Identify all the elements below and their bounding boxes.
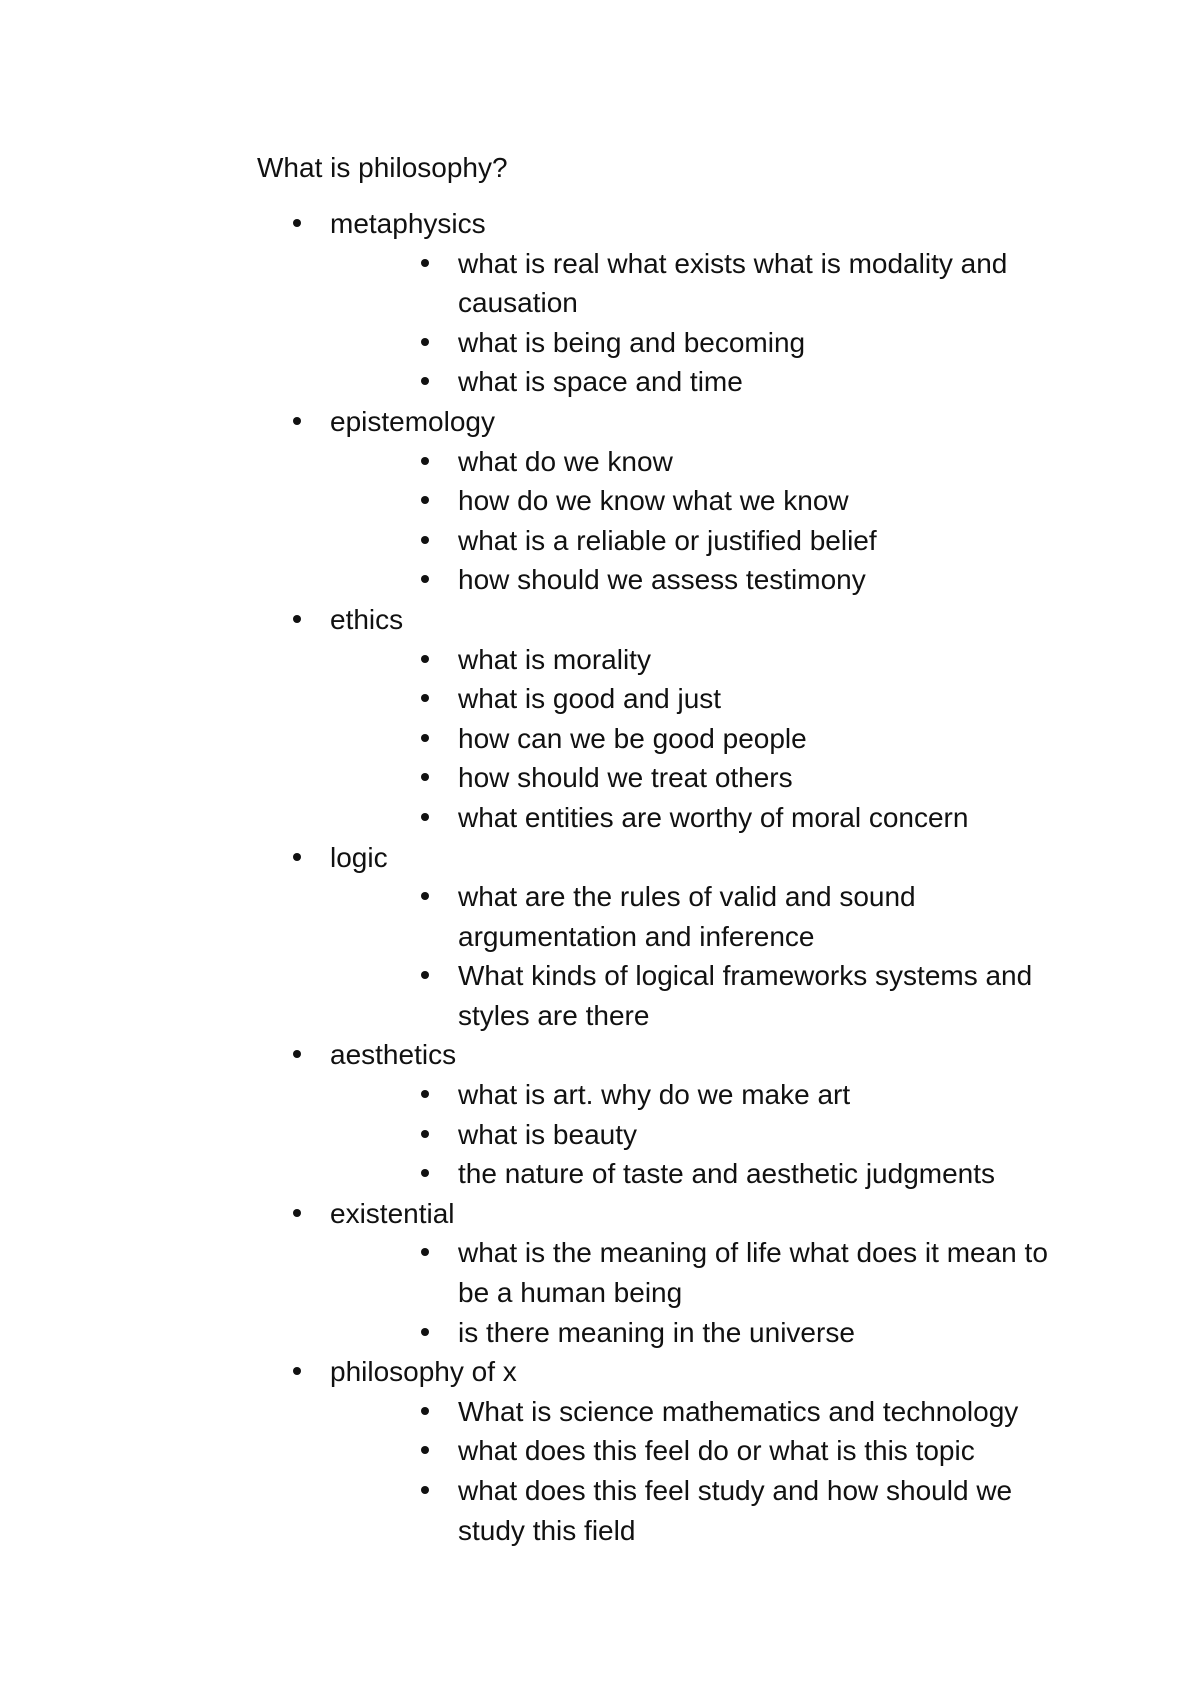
subtopic-text: what does this feel study and how should we study this field: [458, 1475, 1013, 1546]
subtopic-text: the nature of taste and aesthetic judgments: [458, 1158, 996, 1190]
subtopic-text: what is real what exists what is modality and causation: [458, 247, 1008, 319]
topic-item: [257, 1035, 1077, 1193]
topic-label: [257, 1035, 1077, 1075]
subtopic-item: [257, 442, 1058, 482]
subtopic-item: [257, 244, 1058, 323]
bullet-icon: [421, 536, 429, 544]
subtopic-text: what are the rules of valid and sound argumentation and inference: [458, 881, 916, 952]
topic-label: [257, 600, 1077, 640]
subtopic-text: how can we be good people: [458, 722, 807, 754]
topic-text: existential: [330, 1197, 455, 1229]
topic-text: metaphysics: [330, 208, 486, 239]
subtopic-item: [257, 1154, 1058, 1194]
bullet-icon: [293, 1367, 301, 1375]
subtopic-text: is there meaning in the universe: [458, 1316, 855, 1348]
bullet-icon: [421, 734, 429, 742]
subtopic-text: What is science mathematics and technology: [458, 1395, 1019, 1427]
subtopic-list: [257, 1233, 1077, 1352]
subtopic-item: [257, 1313, 1058, 1353]
bullet-icon: [421, 971, 429, 979]
subtopic-text: what do we know: [458, 445, 673, 477]
topic-item: [257, 600, 1077, 838]
subtopic-text: what is morality: [458, 643, 651, 675]
subtopic-item: [257, 362, 1058, 402]
topic-item: [257, 1194, 1077, 1352]
subtopic-text: what entities are worthy of moral concern: [458, 801, 969, 833]
subtopic-item: [257, 521, 1058, 561]
subtopic-text: what is being and becoming: [458, 326, 806, 358]
bullet-icon: [421, 338, 429, 346]
subtopic-text: what is space and time: [458, 366, 743, 398]
bullet-icon: [421, 575, 429, 583]
bullet-icon: [293, 219, 301, 227]
topic-label: [257, 402, 1077, 442]
subtopic-text: how should we treat others: [458, 762, 793, 794]
topic-item: [257, 402, 1077, 600]
topic-text: ethics: [330, 603, 404, 635]
bullet-icon: [421, 1169, 429, 1177]
subtopic-text: how should we assess testimony: [458, 564, 866, 596]
bullet-icon: [293, 615, 301, 623]
subtopic-text: what is the meaning of life what does it mean to be a human being: [458, 1237, 1048, 1309]
bullet-icon: [293, 417, 301, 425]
subtopic-list: [257, 640, 1077, 838]
subtopic-item: [257, 1115, 1058, 1155]
bullet-icon: [293, 1050, 301, 1058]
bullet-icon: [421, 773, 429, 781]
bullet-icon: [421, 259, 429, 267]
subtopic-list: [257, 1075, 1077, 1194]
subtopic-text: what is art. why do we make art: [458, 1079, 851, 1111]
bullet-icon: [421, 1090, 429, 1098]
bullet-icon: [421, 1130, 429, 1138]
subtopic-list: [257, 442, 1077, 600]
subtopic-item: [257, 679, 1058, 719]
topic-label: [257, 204, 1077, 244]
subtopic-list: [257, 877, 1077, 1035]
topic-text: epistemology: [330, 405, 495, 437]
bullet-icon: [421, 694, 429, 702]
subtopic-text: what does this feel do or what is this topic: [458, 1435, 975, 1467]
subtopic-item: [257, 560, 1058, 600]
topic-item: [257, 1352, 1077, 1550]
bullet-icon: [421, 1486, 429, 1494]
subtopic-item: [257, 640, 1058, 680]
subtopic-item: [257, 1075, 1058, 1115]
bullet-icon: [421, 813, 429, 821]
bullet-icon: [421, 1407, 429, 1415]
bullet-icon: [421, 1446, 429, 1454]
subtopic-text: how do we know what we know: [458, 485, 849, 517]
topic-item: [257, 204, 1077, 402]
subtopic-item: [257, 481, 1058, 521]
topic-list: [257, 204, 1077, 1550]
bullet-icon: [293, 1209, 301, 1217]
page-title: What is philosophy?: [257, 152, 508, 183]
bullet-icon: [421, 1328, 429, 1336]
subtopic-item: [257, 798, 1058, 838]
topic-label: [257, 1194, 1077, 1234]
subtopic-item: [257, 1233, 1058, 1312]
topic-text: aesthetics: [330, 1039, 457, 1071]
bullet-icon: [421, 496, 429, 504]
subtopic-list: [257, 1392, 1077, 1550]
subtopic-item: [257, 719, 1058, 759]
subtopic-item: [257, 758, 1058, 798]
subtopic-text: what is a reliable or justified belief: [458, 524, 877, 556]
topic-label: [257, 1352, 1077, 1392]
subtopic-text: what is good and just: [458, 683, 722, 715]
bullet-icon: [421, 892, 429, 900]
subtopic-list: [257, 244, 1077, 402]
topic-text: logic: [330, 841, 388, 873]
bullet-icon: [293, 853, 301, 861]
bullet-icon: [421, 655, 429, 663]
topic-item: [257, 838, 1077, 1036]
bullet-icon: [421, 1248, 429, 1256]
subtopic-item: [257, 956, 1058, 1035]
subtopic-item: [257, 1471, 1058, 1550]
bullet-icon: [421, 457, 429, 465]
bullet-icon: [421, 377, 429, 385]
subtopic-item: [257, 1392, 1058, 1432]
topic-label: [257, 838, 1077, 878]
subtopic-text: What kinds of logical frameworks systems and styles are there: [458, 960, 1033, 1031]
subtopic-item: [257, 323, 1058, 363]
subtopic-item: [257, 1431, 1058, 1471]
subtopic-text: what is beauty: [458, 1118, 637, 1150]
subtopic-item: [257, 877, 1058, 956]
topic-text: philosophy of x: [330, 1356, 517, 1388]
